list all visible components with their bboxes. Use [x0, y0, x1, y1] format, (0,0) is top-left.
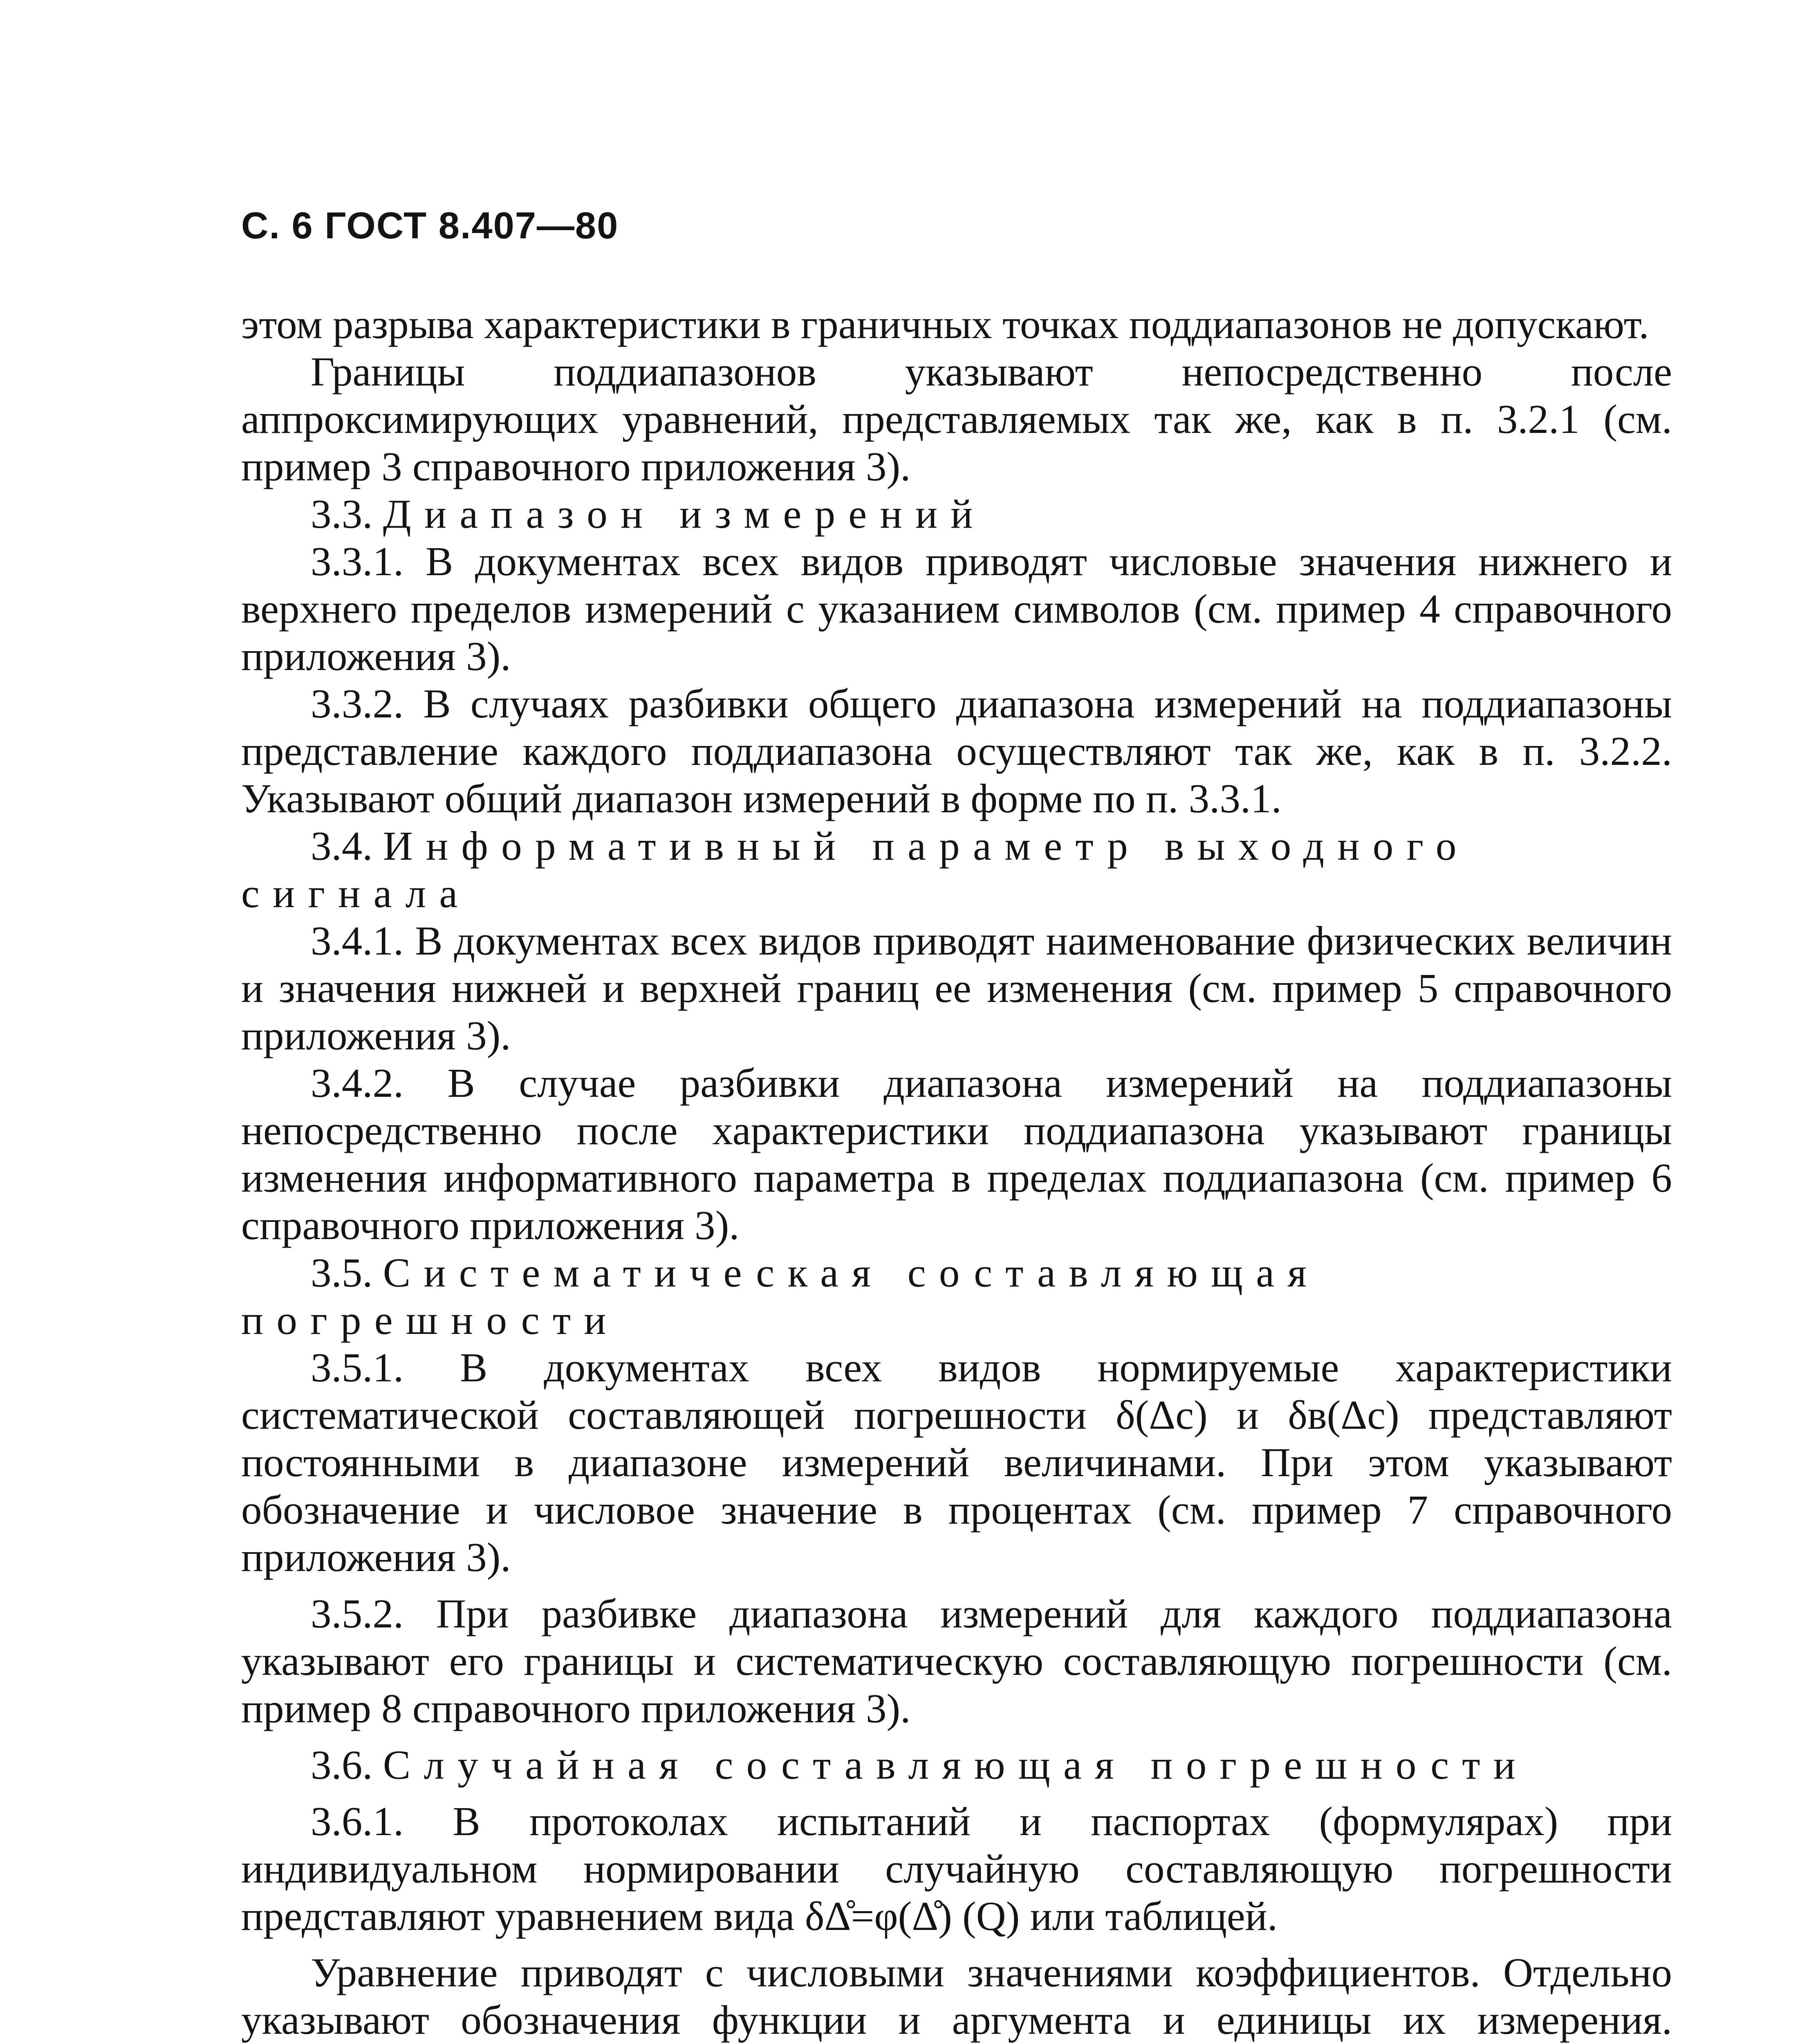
section-number: 3.6.: [311, 1742, 373, 1788]
section-heading-3-6: [241, 1741, 1672, 1788]
paragraph-continuation: этом разрыва характеристики в граничных точках поддиапазонов не допускают.: [241, 301, 1649, 347]
section-heading-3-5: [241, 1249, 1672, 1344]
section-heading-3-4: [241, 822, 1672, 917]
section-number: 3.3.: [311, 491, 373, 537]
paragraph-3-3-1: 3.3.1. В документах всех видов приводят числовые значения нижнего и верхнего пределов измерений с указанием символов (см. пример 4 справочного приложения 3).: [241, 538, 1672, 679]
paragraph-3-5-2: 3.5.2. При разбивке диапазона измерений для каждого поддиапазона указывают его границы и систематическую составляющую погрешности (см. пример 8 справочного приложения 3).: [241, 1591, 1672, 1731]
paragraph-equation-coefficients: Уравнение приводят с числовыми значениями коэффициентов. Отдельно указывают обозначения функции и аргумента и единицы их измерения.: [241, 1950, 1672, 2043]
paragraph-subranges-boundaries: Границы поддиапазонов указывают непосредственно после аппроксимирующих уравнений, представляемых так же, как в п. 3.2.1 (см. пример 3 справочного приложения 3).: [241, 349, 1672, 489]
section-title: Случайная составляющая погрешности: [383, 1742, 1529, 1788]
section-number: 3.4.: [311, 823, 373, 869]
paragraph-3-5-1: 3.5.1. В документах всех видов нормируемые характеристики систематической составляющей погрешности δ(Δс) и δв(Δс) представляют постоянными в диапазоне измерений величинами. При этом указывают обозначение и числовое значение в процентах (см. пример 7 справочного приложения 3).: [241, 1345, 1672, 1580]
section-title: Диапазон измерений: [383, 491, 986, 537]
section-number: 3.5.: [311, 1250, 373, 1295]
paragraph-3-3-2: 3.3.2. В случаях разбивки общего диапазона измерений на поддиапазоны представление каждого поддиапазона осуществляют так же, как в п. 3.2.2. Указывают общий диапазон измерений в форме по п. 3.3.1.: [241, 681, 1672, 821]
paragraph-3-4-1: 3.4.1. В документах всех видов приводят наименование физических величин и значения нижней и верхней границ ее изменения (см. пример 5 справочного приложения 3).: [241, 918, 1672, 1058]
paragraph-3-4-2: 3.4.2. В случае разбивки диапазона измерений на поддиапазоны непосредственно после характеристики поддиапазона указывают границы изменения информативного параметра в пределах поддиапазона (см. пример 6 справочного приложения 3).: [241, 1060, 1672, 1248]
section-title: Информативный параметр выходного сигнала: [241, 823, 1470, 916]
section-title: Систематическая составляющая погрешности: [241, 1250, 1320, 1343]
document-body: [241, 300, 1672, 2044]
section-heading-3-3: [241, 490, 1672, 538]
page-header: С. 6 ГОСТ 8.407—80: [241, 205, 619, 247]
paragraph-3-6-1: 3.6.1. В протоколах испытаний и паспортах (формулярах) при индивидуальном нормировании случайную составляющую погрешности представляют уравнением вида δΔ̊=φ(Δ̊) (Q) или таблицей.: [241, 1798, 1672, 1939]
